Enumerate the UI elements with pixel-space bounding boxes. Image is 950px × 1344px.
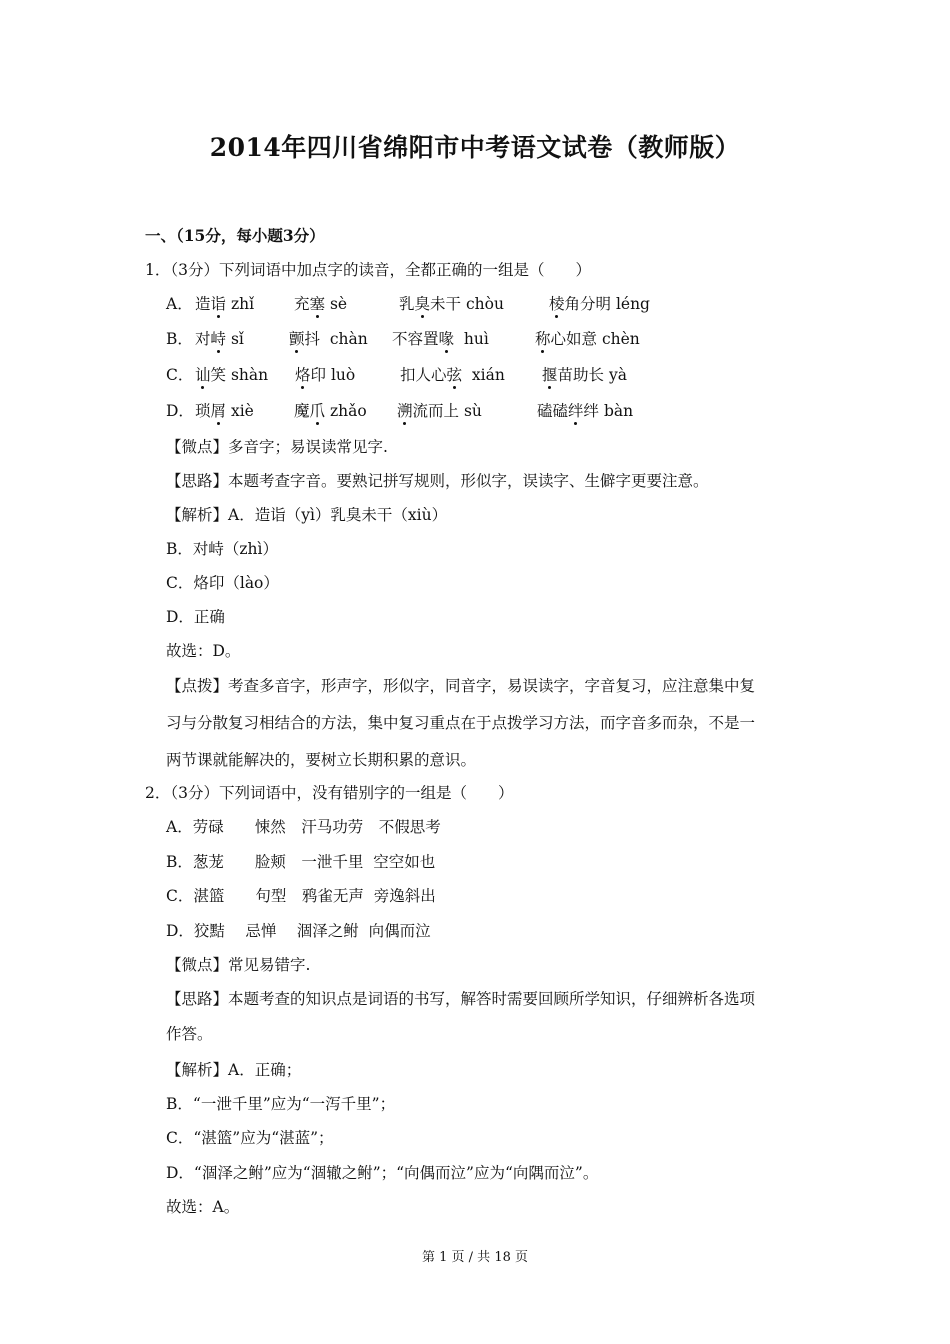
option-word-2: 充塞 sè	[294, 295, 348, 313]
q1-option-d	[166, 401, 866, 421]
q1-dianbo-line1: 【点拨】考查多音字，形声字，形似字，同音字，易误读字，字音复习，应注意集中复	[166, 677, 756, 695]
option-word-3: 溯流而上 sù	[397, 402, 482, 420]
option-word-2: 烙印 luò	[295, 366, 356, 384]
page-footer: 第 1 页 / 共 18 页	[422, 1250, 528, 1265]
option-label: A．	[166, 295, 193, 313]
option-label: C．	[166, 366, 194, 384]
q2-jiexi: 【解析】A．正确；	[166, 1061, 302, 1079]
option-word-3: 不容置喙 huì	[392, 330, 489, 348]
option-label: B．	[166, 330, 193, 348]
q2-silu-line2: 作答。	[166, 1025, 213, 1043]
option-word-3: 乳臭未干 chòu	[399, 295, 504, 313]
q2-jiexi-b: B．“一泄千里”应为“一泻千里”；	[166, 1095, 396, 1113]
q1-jiexi: 【解析】A．造诣（yì）乳臭未干（xiù）	[166, 506, 448, 524]
q2-option-b: B．葱茏 脸颊 一泄千里 空空如也	[166, 853, 436, 871]
option-word-1: 讪笑 shàn	[195, 366, 269, 384]
option-word-2: 魔爪 zhǎo	[294, 402, 367, 420]
option-word-2: 颤抖 chàn	[289, 330, 368, 348]
q1-dianbo-line2: 习与分散复习相结合的方法，集中复习重点在于点拨学习方法，而字音多而杂，不是一	[166, 714, 756, 732]
option-word-4: 称心如意 chèn	[535, 330, 640, 348]
q2-stem: 2．（3分）下列词语中，没有错别字的一组是（ ）	[145, 784, 514, 802]
option-word-1: 对峙 sǐ	[195, 330, 244, 348]
q2-option-d: D．狡黠 忌惮 涸泽之鲋 向偶而泣	[166, 922, 431, 940]
option-word-1: 造诣 zhǐ	[195, 295, 255, 313]
q1-stem: 1．（3分）下列词语中加点字的读音，全都正确的一组是（ ）	[145, 261, 591, 279]
q1-answer: 故选：D。	[166, 642, 241, 660]
q2-silu-line1: 【思路】本题考查的知识点是词语的书写，解答时需要回顾所学知识，仔细辨析各选项	[166, 990, 756, 1008]
q1-weidian: 【微点】多音字；易误读常见字.	[166, 438, 388, 456]
q2-option-c: C．湛篮 句型 鸦雀无声 旁逸斜出	[166, 887, 436, 905]
q1-option-b	[166, 329, 866, 349]
option-word-4: 揠苗助长 yà	[542, 366, 627, 384]
q1-dianbo-line3: 两节课就能解决的，要树立长期积累的意识。	[166, 751, 477, 769]
q1-jiexi-b: B．对峙（zhì）	[166, 540, 278, 558]
q2-jiexi-d: D．“涸泽之鲋”应为“涸辙之鲋”；“向偶而泣”应为“向隅而泣”。	[166, 1164, 599, 1182]
option-word-3: 扣人心弦 xián	[400, 366, 505, 384]
q1-option-a	[166, 294, 866, 314]
q1-option-c	[166, 365, 866, 385]
option-word-4: 磕磕绊绊 bàn	[537, 402, 634, 420]
q2-option-a: A．劳碌 悚然 汗马功劳 不假思考	[166, 818, 441, 836]
q2-answer: 故选：A。	[166, 1198, 240, 1216]
section-heading: 一、（15分，每小题3分）	[145, 226, 325, 245]
option-label: D．	[166, 402, 194, 420]
page-title: 2014年四川省绵阳市中考语文试卷（教师版）	[209, 133, 741, 162]
q2-jiexi-c: C．“湛篮”应为“湛蓝”；	[166, 1129, 334, 1147]
q1-jiexi-c: C．烙印（lào）	[166, 574, 279, 592]
option-word-4: 棱角分明 léng	[549, 295, 650, 313]
option-word-1: 琐屑 xiè	[195, 402, 254, 420]
q2-weidian: 【微点】常见易错字.	[166, 956, 311, 974]
q1-jiexi-d: D．正确	[166, 608, 225, 626]
q1-silu: 【思路】本题考查字音。要熟记拼写规则，形似字，误读字、生僻字更要注意。	[166, 472, 709, 490]
